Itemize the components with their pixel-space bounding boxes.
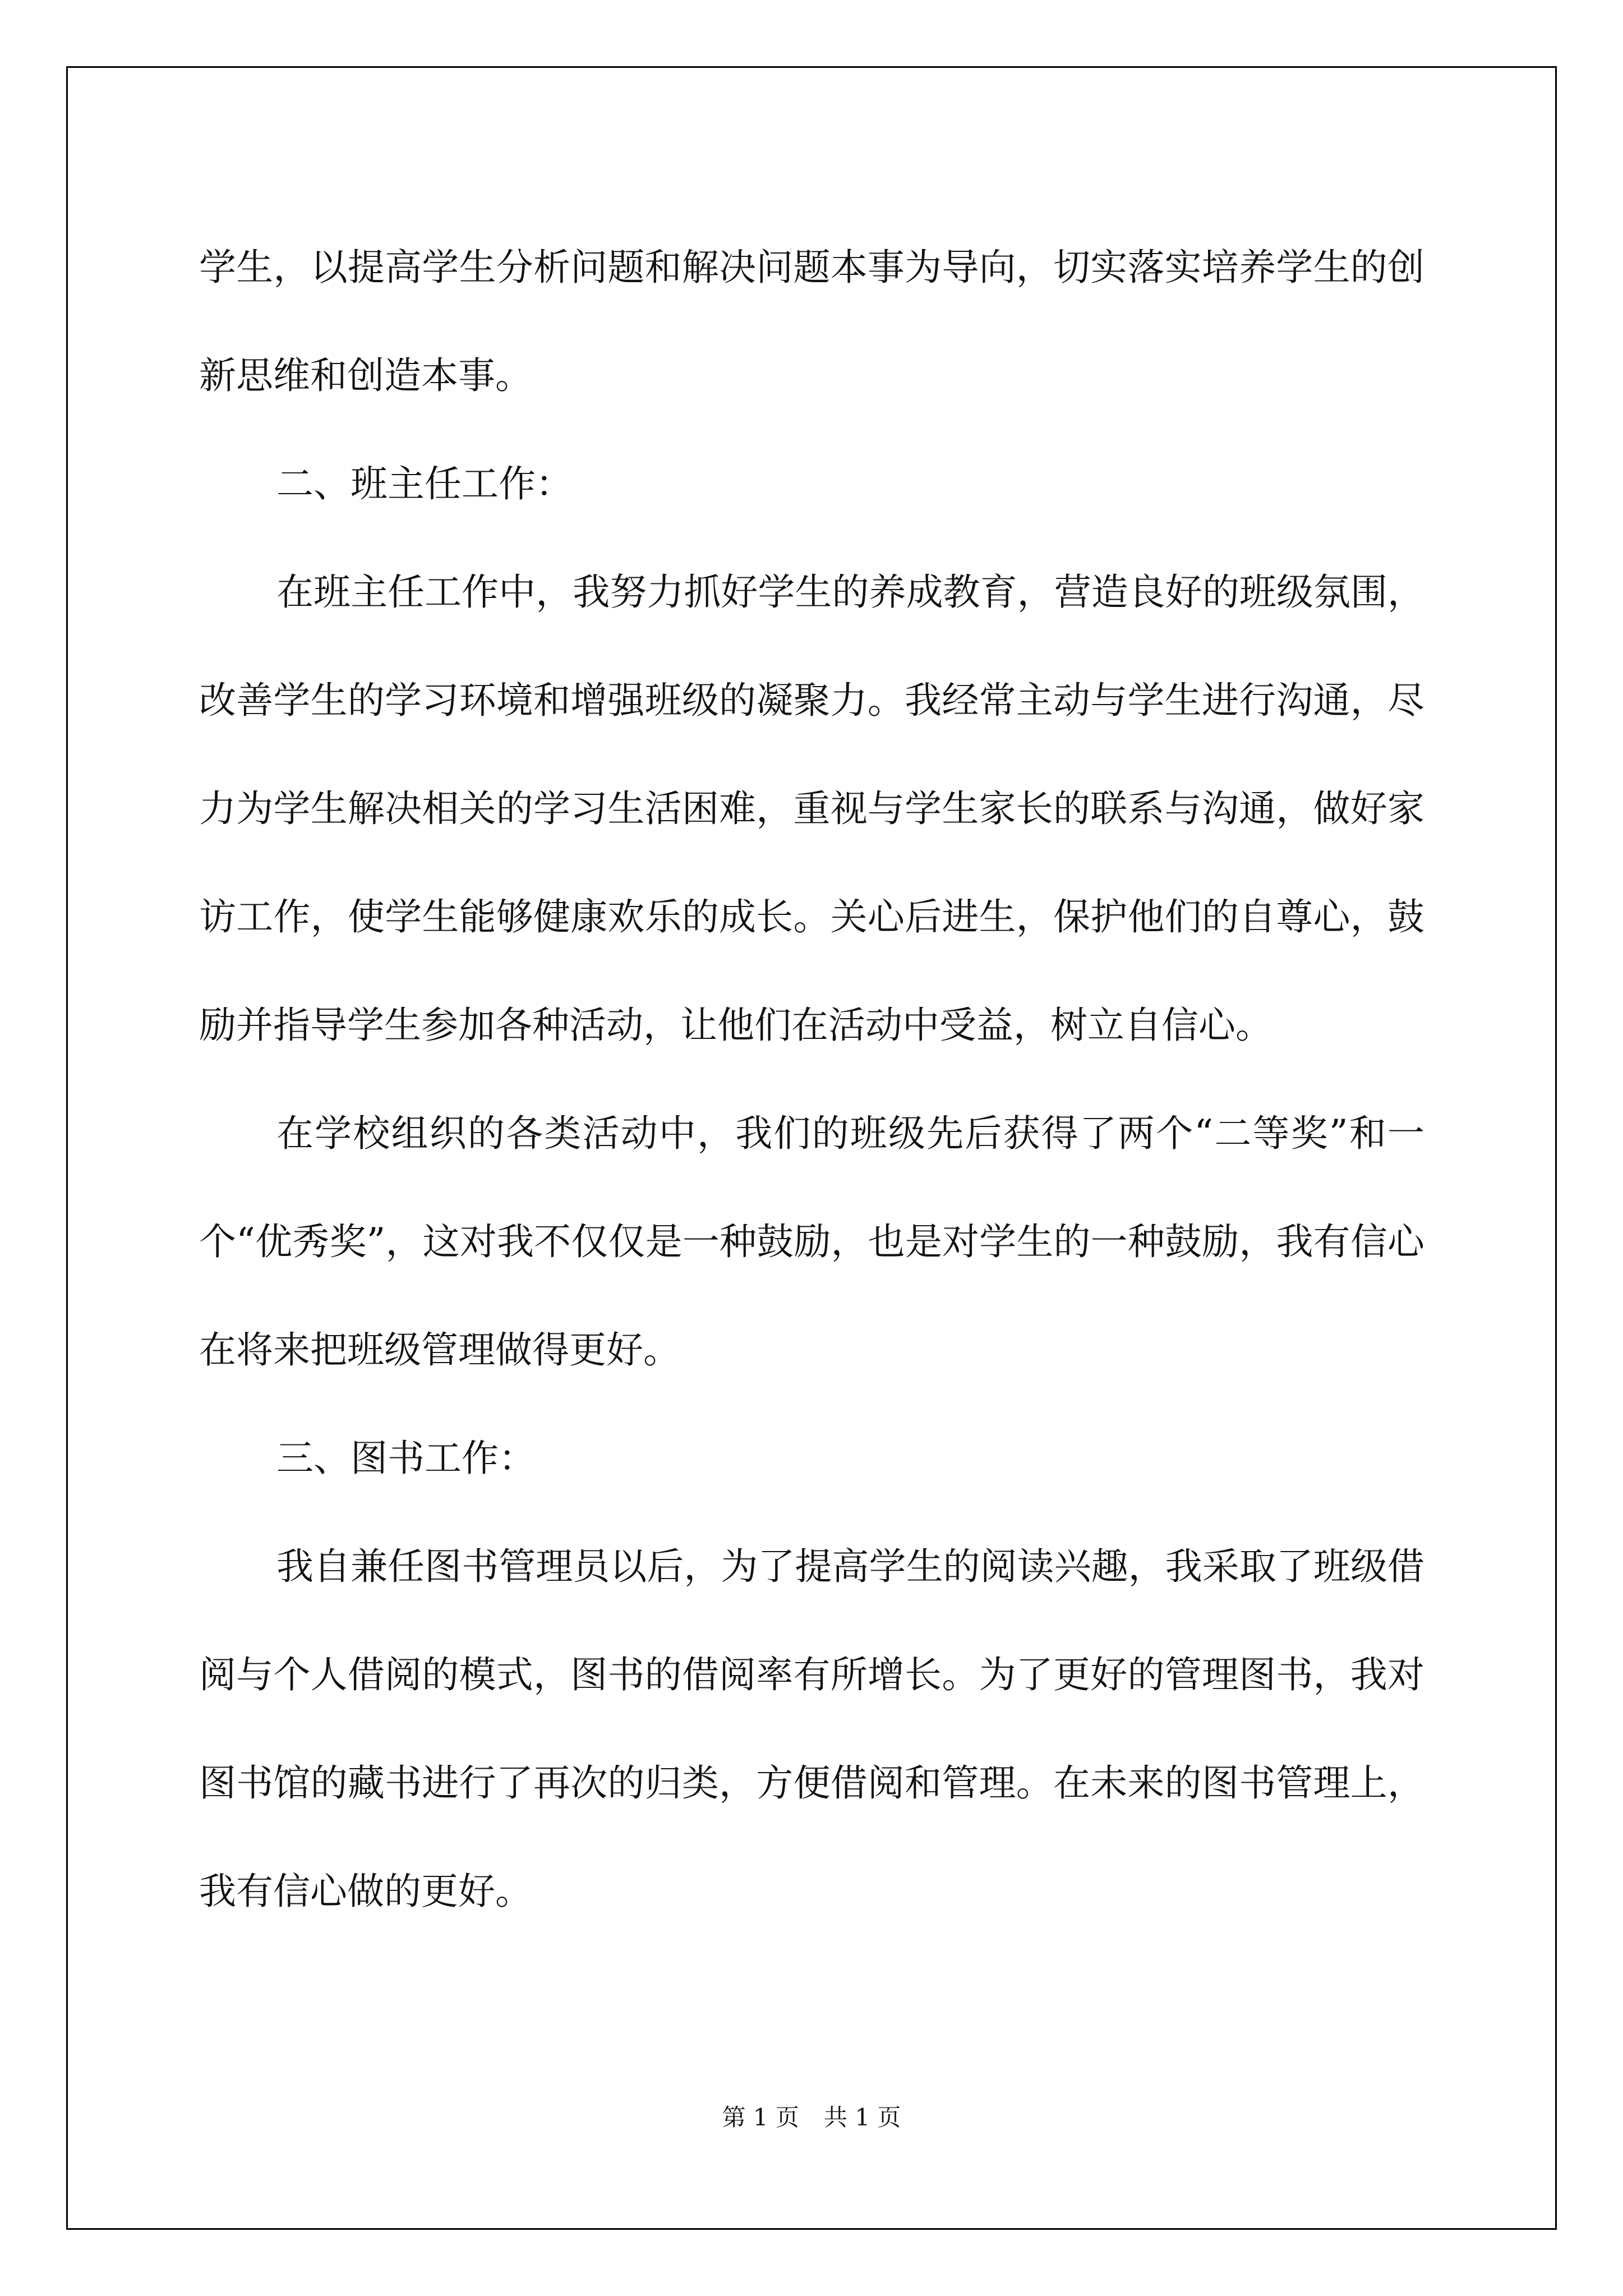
document-body bbox=[199, 213, 1424, 1945]
page-number: 第 1 页 bbox=[722, 2104, 799, 2131]
paragraph-head-teacher-work: 在班主任工作中，我努力抓好学生的养成教育，营造良好的班级氛围，改善学生的学习环境和增强班级的凝聚力。我经常主动与学生进行沟通，尽力为学生解决相关的学习生活困难，重视与学生家长的联系与沟通，做好家访工作，使学生能够健康欢乐的成长。关心后进生，保护他们的自尊心，鼓励并指导学生参加各种活动，让他们在活动中受益，树立自信心。 bbox=[199, 570, 1424, 1047]
section-heading-library: 三、图书工作： bbox=[276, 1437, 536, 1480]
paragraph-class-awards: 在学校组织的各类活动中，我们的班级先后获得了两个“二等奖”和一个“优秀奖”，这对我不仅仅是一种鼓励，也是对学生的一种鼓励，我有信心在将来把班级管理做得更好。 bbox=[199, 1112, 1424, 1372]
page-footer bbox=[0, 2099, 1623, 2133]
page-total: 共 1 页 bbox=[824, 2104, 901, 2131]
paragraph-library-work: 我自兼任图书管理员以后，为了提高学生的阅读兴趣，我采取了班级借阅与个人借阅的模式，图书的借阅率有所增长。为了更好的管理图书，我对图书馆的藏书进行了再次的归类，方便借阅和管理。在未来的图书管理上，我有信心做的更好。 bbox=[199, 1545, 1424, 1913]
paragraph-continuation: 学生，以提高学生分析问题和解决问题本事为导向，切实落实培养学生的创新思维和创造本事。 bbox=[199, 246, 1424, 397]
section-heading-head-teacher: 二、班主任工作： bbox=[276, 462, 573, 505]
